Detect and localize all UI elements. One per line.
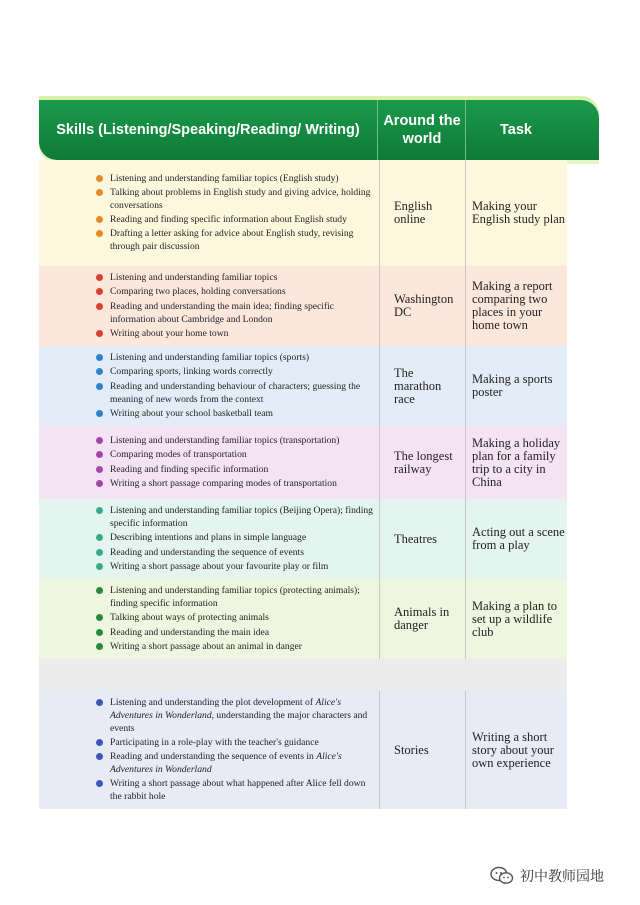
bullet-icon [96,330,103,337]
bullet-icon [96,563,103,570]
skills-list [39,271,377,341]
bullet-icon [96,189,103,196]
task-cell: Making a plan to set up a wildlife club [465,579,567,659]
skill-item: Listening and understanding familiar topics (protecting animals); finding specific information [96,584,377,610]
skill-item: Participating in a role-play with the teacher's guidance [96,736,377,749]
skill-item: Reading and understanding the sequence of events [96,546,377,559]
skills-cell [39,499,377,579]
task-cell: Making a sports poster [465,346,567,426]
world-cell: The longest railway [379,426,461,499]
world-cell: The marathon race [379,346,461,426]
skill-item: Listening and understanding the plot development of Alice's Adventures in Wonderland, understanding the major characters and events [96,696,377,735]
skill-item: Reading and understanding the main idea; finding specific information about Cambridge and London [96,300,377,326]
skill-item: Describing intentions and plans in simple language [96,531,377,544]
skills-list [39,172,377,255]
skills-list [39,504,377,574]
bullet-icon [96,383,103,390]
bullet-icon [96,303,103,310]
skills-list [39,434,377,491]
skills-list [39,351,377,421]
world-cell: Animals in danger [379,579,461,659]
bullet-icon [96,216,103,223]
skill-item: Listening and understanding familiar topics (English study) [96,172,377,185]
bullet-icon [96,753,103,760]
skill-item: Listening and understanding familiar topics [96,271,377,284]
skill-item: Writing a short passage about what happened after Alice fell down the rabbit hole [96,777,377,803]
bullet-icon [96,549,103,556]
table-row [39,691,567,810]
header-around-the-world: Around the world [377,100,466,160]
bullet-icon [96,534,103,541]
table-row [39,346,567,427]
skill-item: Listening and understanding familiar topics (sports) [96,351,377,364]
skills-cell [39,691,377,809]
world-cell: Theatres [379,499,461,579]
skills-cell [39,346,377,426]
bullet-icon [96,230,103,237]
skill-item: Comparing two places, holding conversations [96,285,377,298]
bullet-icon [96,466,103,473]
bullet-icon [96,507,103,514]
skills-list [39,584,377,654]
bullet-icon [96,587,103,594]
skills-cell [39,426,377,499]
task-cell: Acting out a scene from a play [465,499,567,579]
bullet-icon [96,739,103,746]
skill-item: Writing a short passage about an animal in danger [96,640,377,653]
table-header [39,100,599,160]
skill-item: Reading and understanding the sequence of events in Alice's Adventures in Wonderland [96,750,377,776]
skill-item: Talking about ways of protecting animals [96,611,377,624]
skill-item: Reading and finding specific information about English study [96,213,377,226]
watermark [490,862,630,890]
header-skills: Skills (Listening/Speaking/Reading/ Writing) [56,122,360,138]
bullet-icon [96,780,103,787]
skill-item: Drafting a letter asking for advice about English study, revising through pair discussion [96,227,377,253]
skills-list [39,696,377,805]
wechat-icon [490,866,514,886]
skill-item: Reading and understanding behaviour of characters; guessing the meaning of new words from the context [96,380,377,406]
table-row [39,160,567,267]
watermark-text: 初中教师园地 [520,869,604,885]
table-row [39,579,567,660]
world-cell: Stories [379,691,461,809]
task-cell: Making a holiday plan for a family trip to a city in China [465,426,567,499]
bullet-icon [96,629,103,636]
skill-item: Comparing modes of transportation [96,448,377,461]
skill-item: Writing about your home town [96,327,377,340]
skill-item: Reading and understanding the main idea [96,626,377,639]
skill-item: Comparing sports, linking words correctly [96,365,377,378]
table-row [39,499,567,580]
table-row [39,426,567,500]
bullet-icon [96,368,103,375]
skills-cell [39,160,377,266]
skill-item: Reading and finding specific information [96,463,377,476]
skills-cell [39,579,377,659]
header-task: Task [465,100,566,160]
bullet-icon [96,354,103,361]
task-cell: Making your English study plan [465,160,567,266]
bullet-icon [96,480,103,487]
world-cell: Washington DC [379,266,461,346]
bullet-icon [96,410,103,417]
skill-item: Writing about your school basketball team [96,407,377,420]
bullet-icon [96,288,103,295]
skills-cell [39,266,377,346]
skill-item: Listening and understanding familiar topics (transportation) [96,434,377,447]
bullet-icon [96,643,103,650]
bullet-icon [96,451,103,458]
bullet-icon [96,614,103,621]
bullet-icon [96,699,103,706]
task-cell: Writing a short story about your own experience [465,691,567,809]
bullet-icon [96,437,103,444]
world-cell: English online [379,160,461,266]
table-row [39,266,567,347]
skill-item: Writing a short passage about your favourite play or film [96,560,377,573]
skill-item: Talking about problems in English study and giving advice, holding conversations [96,186,377,212]
bullet-icon [96,175,103,182]
skill-item: Listening and understanding familiar topics (Beijing Opera); finding specific information [96,504,377,530]
task-cell: Making a report comparing two places in your home town [465,266,567,346]
bullet-icon [96,274,103,281]
skill-item: Writing a short passage comparing modes of transportation [96,477,377,490]
table-spacer-row [39,659,567,692]
